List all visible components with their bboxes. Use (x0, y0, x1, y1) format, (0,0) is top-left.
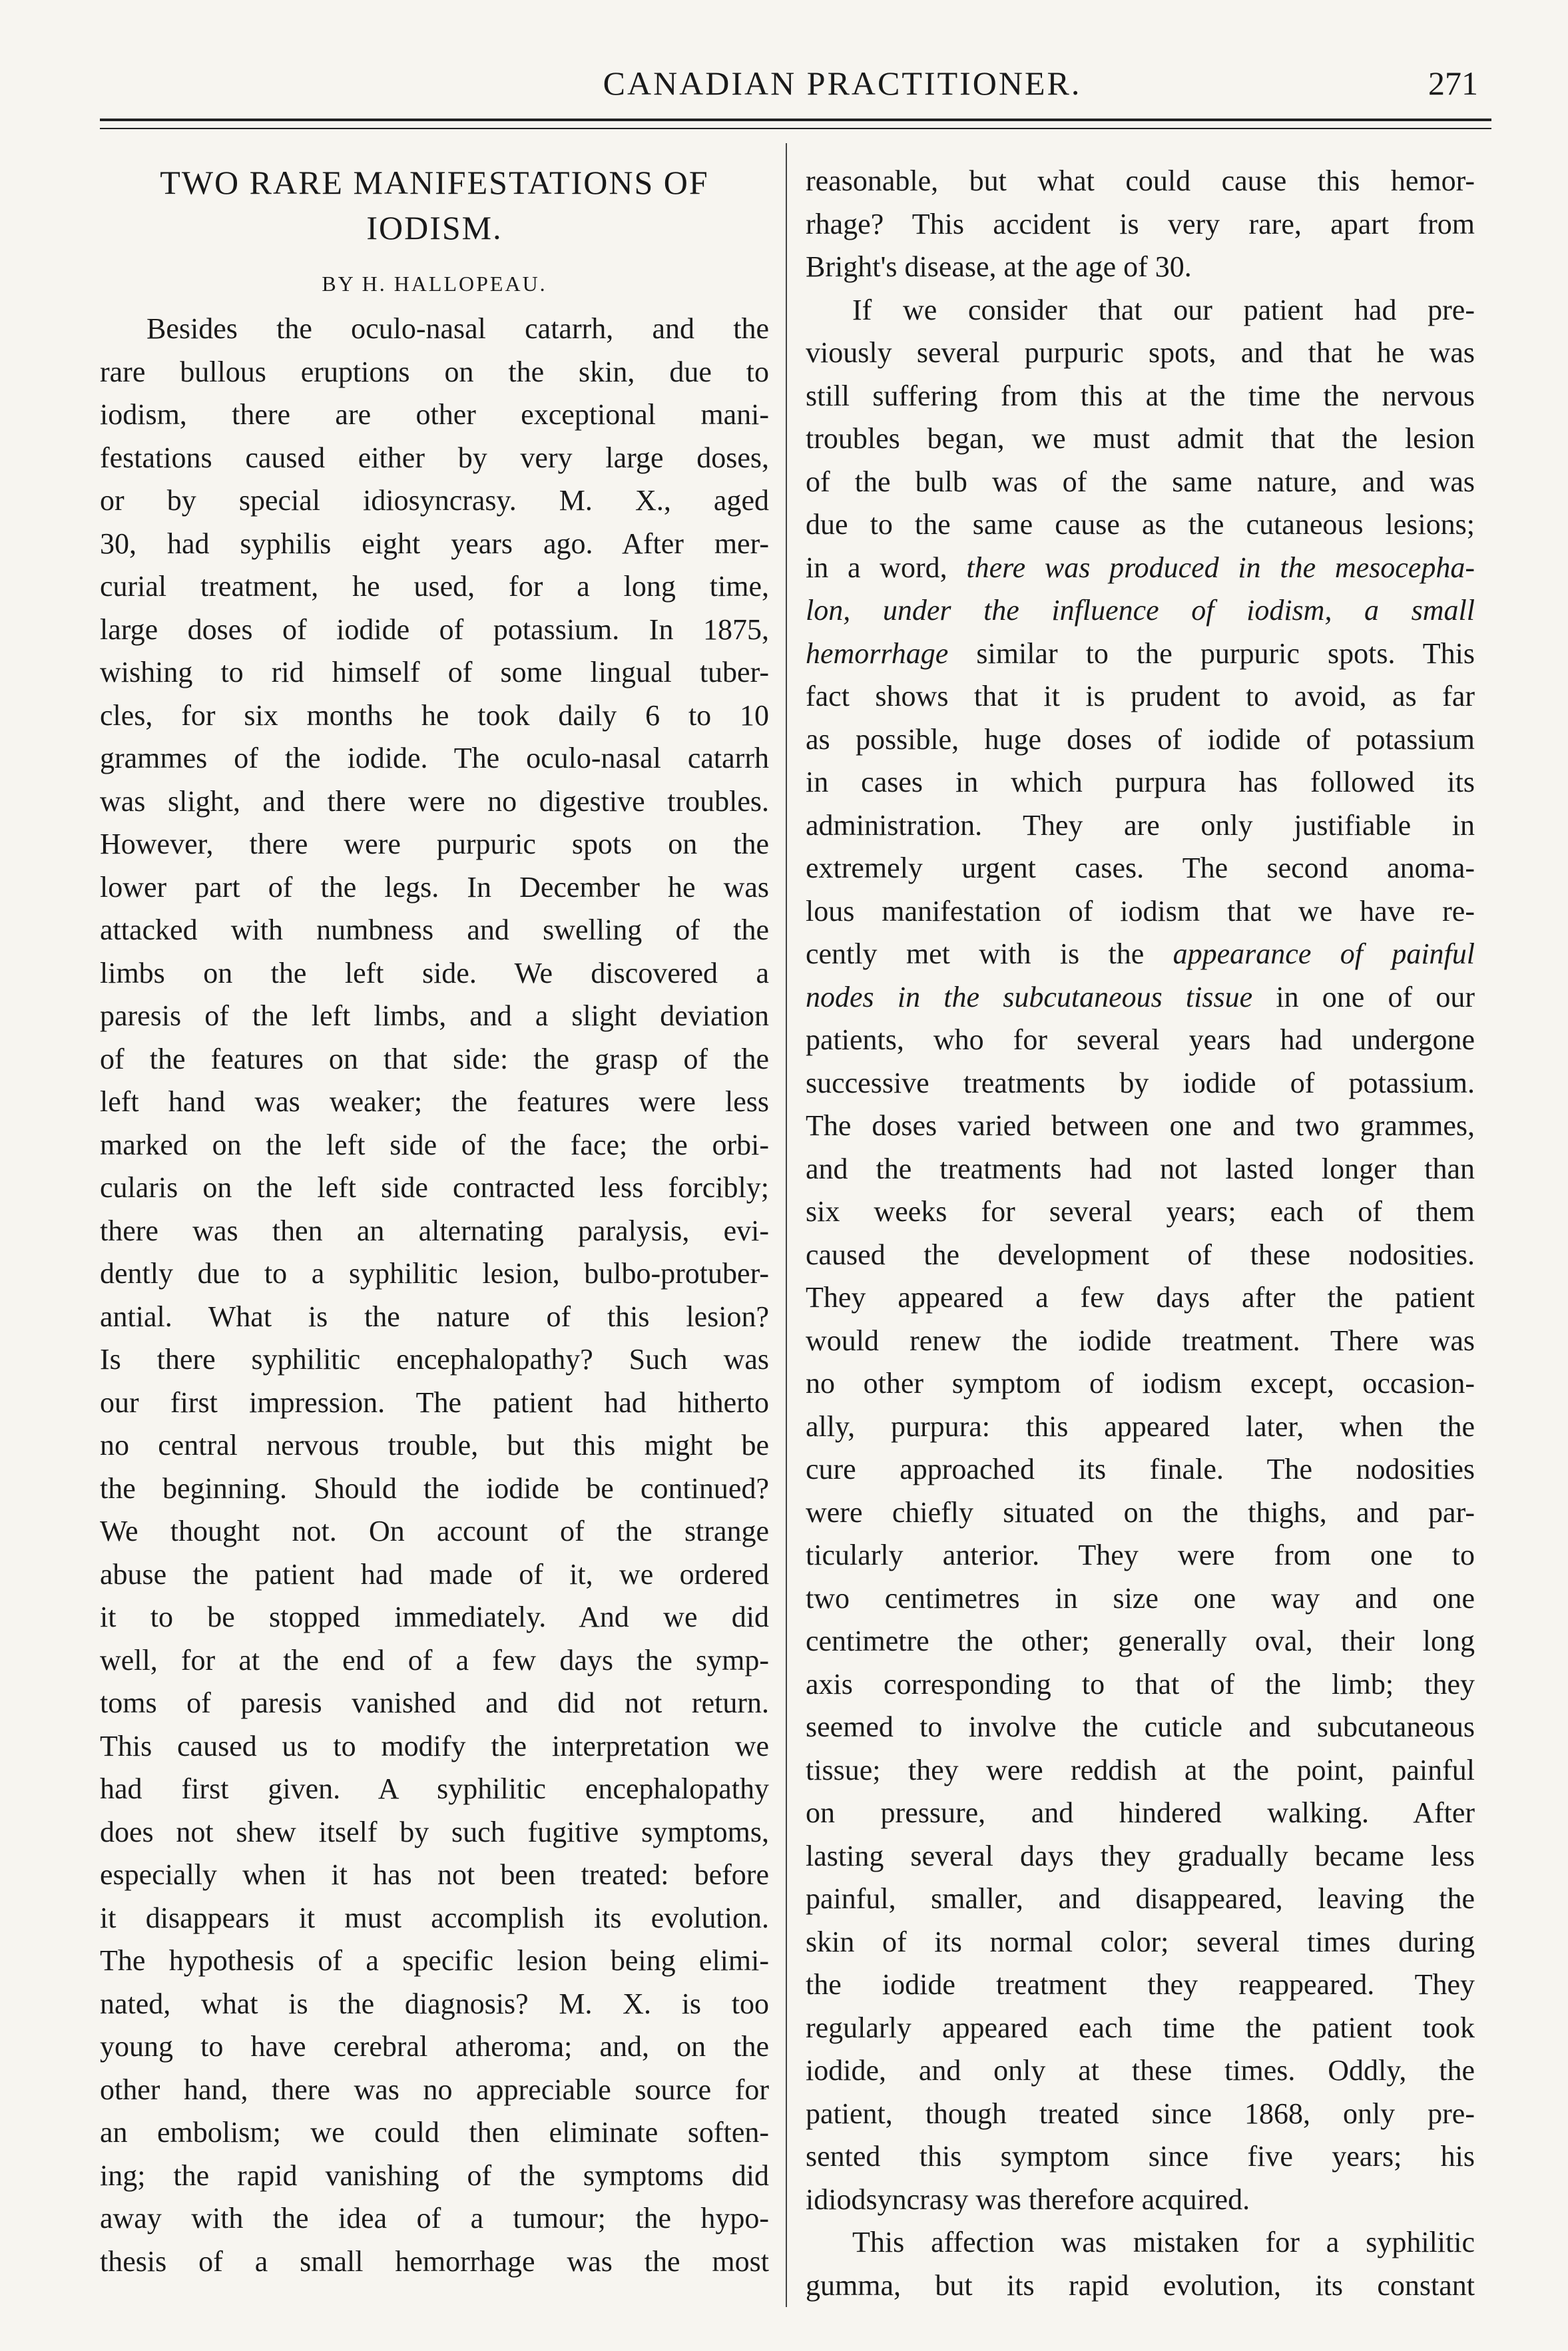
text-line: does not shew itself by such fugitive symptoms, (100, 1815, 769, 1848)
text-line: painful, smaller, and disappeared, leaving the (806, 1882, 1475, 1915)
text-line: it to be stopped immediately. And we did (100, 1601, 769, 1633)
text-line: would renew the iodide treatment. There was (806, 1324, 1475, 1357)
text-line: This caused us to modify the interpretation we (100, 1729, 769, 1762)
text-line: there was then an alternating paralysis, evi- (100, 1214, 769, 1247)
text-line: We thought not. On account of the strange (100, 1515, 769, 1547)
text-line: other hand, there was no appreciable source for (100, 2073, 769, 2106)
text-line: away with the idea of a tumour; the hypo- (100, 2202, 769, 2234)
text-line: six weeks for several years; each of them (806, 1195, 1475, 1228)
text-line: was slight, and there were no digestive troubles. (100, 784, 769, 818)
article-title (100, 160, 769, 250)
text-line: This affection was mistaken for a syphilitic (852, 2226, 1475, 2258)
column-divider (786, 143, 787, 2307)
text-line: viously several purpuric spots, and that he was (806, 336, 1475, 369)
text-line: two centimetres in size one way and one (806, 1581, 1475, 1615)
text-line: Bright's disease, at the age of 30. (806, 250, 1192, 283)
text-line: lasting several days they gradually became less (806, 1839, 1475, 1872)
text-line: young to have cerebral atheroma; and, on the (100, 2030, 769, 2063)
text-line: administration. They are only justifiable in (806, 808, 1475, 842)
text-line: The hypothesis of a specific lesion being elimi- (100, 1944, 769, 1977)
text-line: curial treatment, he used, for a long time, (100, 570, 769, 603)
text-line: especially when it has not been treated: before (100, 1858, 769, 1891)
text-line: successive treatments by iodide of potassium. (806, 1066, 1475, 1099)
article-title-line: TWO RARE MANIFESTATIONS OF (160, 164, 709, 201)
text-line: nated, what is the diagnosis? M. X. is too (100, 1987, 769, 2020)
header-rule-thin (100, 128, 1491, 129)
text-line: large doses of iodide of potassium. In 1875, (100, 613, 769, 646)
journal-title: CANADIAN PRACTITIONER. (603, 65, 1082, 102)
text-line: axis corresponding to that of the limb; they (806, 1667, 1475, 1700)
text-line: abuse the patient had made of it, we ordered (100, 1557, 769, 1591)
text-line: the iodide treatment they reappeared. They (806, 1968, 1475, 2001)
text-line: sented this symptom since five years; his (806, 2140, 1475, 2173)
text-line: on pressure, and hindered walking. After (806, 1796, 1475, 1829)
text-line: in cases in which purpura has followed its (806, 766, 1475, 798)
text-line: However, there were purpuric spots on the (100, 828, 769, 860)
text-line: left hand was weaker; the features were less (100, 1085, 769, 1118)
text-line: iodide, and only at these times. Oddly, the (806, 2054, 1475, 2087)
text-line: tissue; they were reddish at the point, painful (806, 1753, 1475, 1786)
left-column-body (100, 308, 769, 2283)
text-line: dently due to a syphilitic lesion, bulbo-protuber- (100, 1257, 769, 1290)
text-line: cure approached its finale. The nodosities (806, 1453, 1475, 1485)
right-column-body (806, 160, 1475, 2307)
text-line: idiodsyncrasy was therefore acquired. (806, 2183, 1250, 2216)
text-line: If we consider that our patient had pre- (852, 293, 1475, 326)
text-line: lon, under the influence of iodism, a small (806, 594, 1475, 627)
text-line: thesis of a small hemorrhage was the most (100, 2244, 769, 2278)
text-line: of the bulb was of the same nature, and was (806, 465, 1475, 498)
left-column (100, 160, 769, 2283)
text-line: toms of paresis vanished and did not return. (100, 1687, 769, 1719)
text-line: rhage? This accident is very rare, apart from (806, 207, 1475, 240)
text-line: lous manifestation of iodism that we have re- (806, 894, 1475, 927)
text-line: gumma, but its rapid evolution, its constant (806, 2268, 1475, 2302)
text-line: had first given. A syphilitic encephalopathy (100, 1772, 769, 1805)
page-number: 271 (1428, 65, 1478, 102)
article-author: BY H. HALLOPEAU. (322, 272, 547, 296)
text-line: no other symptom of iodism except, occasion- (806, 1367, 1475, 1400)
text-line: our first impression. The patient had hitherto (100, 1386, 769, 1419)
text-line: Is there syphilitic encephalopathy? Such was (100, 1343, 769, 1376)
text-line: of the features on that side: the grasp of the (100, 1042, 769, 1075)
text-line: regularly appeared each time the patient took (806, 2011, 1475, 2044)
header-rule-thick (100, 119, 1491, 121)
text-line: hemorrhage similar to the purpuric spots. This (806, 637, 1475, 670)
text-line: patient, though treated since 1868, only pre- (806, 2097, 1475, 2130)
text-line: cently met with is the appearance of painful (806, 937, 1475, 970)
text-line: ing; the rapid vanishing of the symptoms did (100, 2159, 769, 2192)
text-line: an embolism; we could then eliminate soften- (100, 2116, 769, 2149)
text-line: seemed to involve the cuticle and subcutaneous (806, 1710, 1475, 1743)
text-line: no central nervous trouble, but this might be (100, 1429, 769, 1461)
text-line: iodism, there are other exceptional mani- (100, 398, 769, 431)
text-line: paresis of the left limbs, and a slight deviation (100, 999, 769, 1032)
text-line: limbs on the left side. We discovered a (100, 956, 769, 989)
text-line: festations caused either by very large doses, (100, 441, 769, 474)
text-line: and the treatments had not lasted longer than (806, 1152, 1475, 1185)
text-line: rare bullous eruptions on the skin, due to (100, 355, 769, 388)
text-line: Besides the oculo-nasal catarrh, and the (146, 312, 769, 345)
text-line: nodes in the subcutaneous tissue in one of our (806, 980, 1475, 1013)
text-line: still suffering from this at the time the nervous (806, 379, 1475, 412)
text-line: 30, had syphilis eight years ago. After mer- (100, 527, 769, 560)
text-line: patients, who for several years had undergone (806, 1023, 1475, 1056)
text-line: cles, for six months he took daily 6 to 10 (100, 698, 769, 732)
text-line: fact shows that it is prudent to avoid, as far (806, 680, 1475, 712)
text-line: grammes of the iodide. The oculo-nasal catarrh (100, 742, 769, 774)
text-line: troubles began, we must admit that the lesion (806, 422, 1475, 455)
text-line: reasonable, but what could cause this hemor- (806, 164, 1475, 197)
running-head (93, 59, 1491, 112)
text-line: marked on the left side of the face; the orbi- (100, 1128, 769, 1161)
text-line: centimetre the other; generally oval, their long (806, 1625, 1475, 1657)
text-line: extremely urgent cases. The second anoma- (806, 852, 1475, 884)
text-line: well, for at the end of a few days the symp- (100, 1643, 769, 1677)
text-line: ally, purpura: this appeared later, when the (806, 1410, 1475, 1443)
text-line: it disappears it must accomplish its evolution. (100, 1901, 769, 1934)
text-line: attacked with numbness and swelling of the (100, 914, 769, 946)
article-title-line: IODISM. (366, 209, 503, 246)
text-line: wishing to rid himself of some lingual tuber- (100, 656, 769, 688)
text-line: The doses varied between one and two grammes, (806, 1109, 1475, 1142)
text-line: skin of its normal color; several times during (806, 1925, 1475, 1958)
text-line: or by special idiosyncrasy. M. X., aged (100, 484, 769, 517)
text-line: antial. What is the nature of this lesion? (100, 1300, 769, 1333)
right-column (806, 160, 1475, 2307)
text-line: They appeared a few days after the patient (806, 1281, 1475, 1314)
text-line: in a word, there was produced in the mesocepha- (806, 551, 1475, 584)
text-line: cularis on the left side contracted less forcibly; (100, 1171, 769, 1204)
text-line: caused the development of these nodosities. (806, 1238, 1475, 1271)
text-line: were chiefly situated on the thighs, and par- (806, 1495, 1475, 1529)
text-line: lower part of the legs. In December he was (100, 870, 769, 904)
text-line: the beginning. Should the iodide be continued? (100, 1471, 769, 1505)
text-line: due to the same cause as the cutaneous lesions; (806, 508, 1475, 541)
text-line: as possible, huge doses of iodide of potassium (806, 722, 1475, 756)
text-line: ticularly anterior. They were from one to (806, 1539, 1475, 1571)
